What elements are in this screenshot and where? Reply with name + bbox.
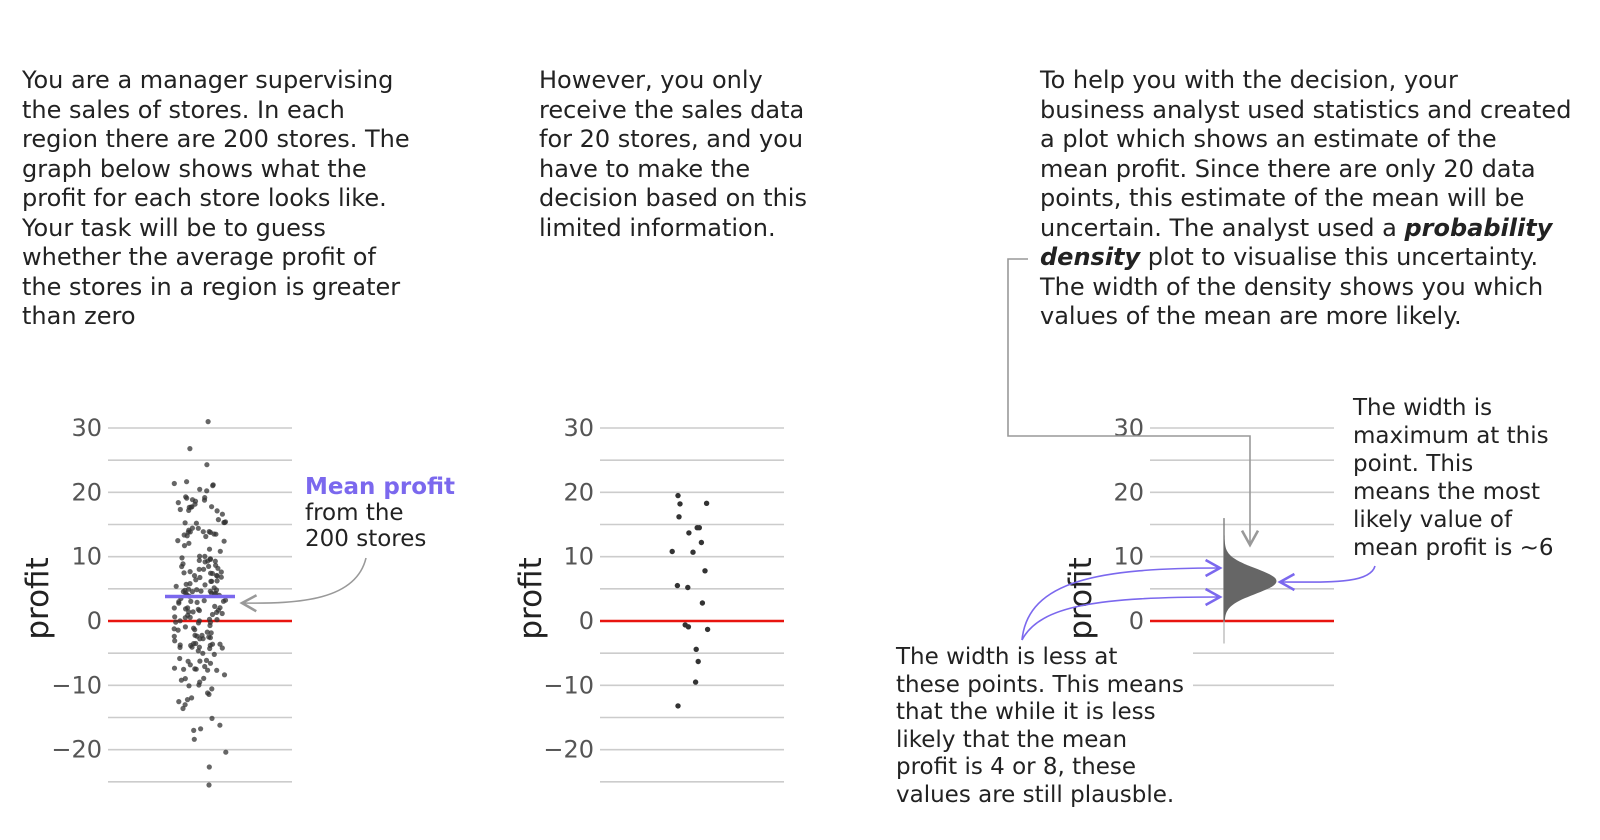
store-point	[213, 532, 218, 537]
store-point	[196, 526, 201, 531]
less-width-arrow-lower	[1022, 597, 1220, 640]
less-width-arrow-upper	[1022, 568, 1220, 640]
y-tick-label: 10	[563, 542, 594, 571]
store-point	[179, 564, 184, 569]
store-point	[217, 723, 222, 728]
y-tick-label: 0	[1128, 607, 1144, 635]
less-width-note-3: that the while it is less	[896, 699, 1156, 725]
store-point	[207, 646, 212, 651]
store-point	[193, 641, 198, 646]
panel-density	[893, 259, 1554, 808]
store-point	[221, 520, 226, 525]
store-point	[213, 559, 218, 564]
store-point	[202, 598, 207, 603]
store-point	[207, 529, 212, 534]
panel-sample-stores	[513, 414, 784, 782]
store-point	[212, 652, 217, 657]
sample-point	[676, 514, 681, 519]
intro-paragraph-2-line: limited information.	[539, 213, 776, 242]
y-tick-label: −10	[543, 671, 594, 700]
y-tick-label: 0	[578, 607, 594, 635]
store-point	[201, 676, 206, 681]
store-point	[183, 520, 188, 525]
intro-paragraph-2-line: for 20 stores, and you	[539, 125, 804, 153]
store-point	[192, 573, 197, 578]
store-point	[207, 617, 212, 622]
y-tick-label: 30	[563, 414, 594, 442]
store-point	[188, 505, 193, 510]
store-point	[181, 589, 186, 594]
store-point	[216, 608, 221, 613]
less-width-note-6: values are still plausble.	[896, 782, 1175, 808]
store-point	[209, 579, 214, 584]
store-point	[206, 782, 211, 787]
max-width-note-1: The width is	[1353, 395, 1493, 421]
y-tick-label: 10	[1113, 542, 1144, 571]
sample-point	[694, 647, 699, 652]
store-point	[178, 507, 183, 512]
store-point	[218, 549, 223, 554]
store-point	[203, 534, 208, 539]
y-axis-label: profit	[513, 557, 549, 640]
store-point	[183, 624, 188, 629]
store-point	[178, 618, 183, 623]
intro-paragraph-2-line: have to make the	[539, 154, 751, 183]
mean-profit-label: Mean profit	[305, 474, 456, 500]
store-point	[177, 656, 182, 661]
store-point	[194, 634, 199, 639]
mean-profit-sub-2: 200 stores	[305, 526, 427, 552]
intro-paragraph-2-line: However, you only	[539, 66, 763, 94]
store-point	[177, 645, 182, 650]
store-point	[186, 587, 191, 592]
store-point	[190, 526, 195, 531]
sample-point	[670, 549, 675, 554]
store-point	[220, 645, 225, 650]
store-point	[172, 666, 177, 671]
store-point	[210, 642, 215, 647]
store-point	[172, 638, 177, 643]
store-point	[197, 659, 202, 664]
sample-point	[675, 493, 680, 498]
sample-point	[702, 568, 707, 573]
store-point	[183, 702, 188, 707]
sample-point	[686, 530, 691, 535]
store-point	[202, 554, 207, 559]
y-axis-label: profit	[1063, 557, 1099, 640]
store-point	[206, 564, 211, 569]
store-point	[196, 620, 201, 625]
store-point	[210, 612, 215, 617]
store-point	[209, 716, 214, 721]
y-tick-label: 20	[1113, 478, 1144, 507]
intro-paragraph-2-line: decision based on this	[539, 184, 807, 212]
store-point	[219, 569, 224, 574]
intro-paragraph-1-line: whether the average profit of	[22, 243, 376, 271]
store-point	[214, 617, 219, 622]
sample-point	[697, 525, 702, 530]
store-point	[186, 541, 191, 546]
store-point	[204, 488, 209, 493]
max-width-arrow	[1280, 566, 1375, 582]
store-point	[195, 600, 200, 605]
store-point	[201, 567, 206, 572]
sample-point	[690, 550, 695, 555]
intro-paragraph-3-line: mean profit. Since there are only 20 data	[1040, 154, 1536, 183]
store-point	[203, 559, 208, 564]
store-point	[207, 547, 212, 552]
store-point	[208, 661, 213, 666]
store-point	[191, 626, 196, 631]
less-width-note-4: likely that the mean	[896, 727, 1128, 753]
store-point	[214, 587, 219, 592]
store-point	[208, 571, 213, 576]
intro-paragraph-1-line: graph below shows what the	[22, 154, 367, 183]
store-point	[182, 532, 187, 537]
sample-point	[700, 600, 705, 605]
store-point	[176, 500, 181, 505]
store-point	[202, 582, 207, 587]
store-point	[188, 599, 193, 604]
store-point	[205, 668, 210, 673]
store-point	[197, 487, 202, 492]
emphasis-density: density	[1040, 243, 1141, 271]
store-point	[188, 615, 193, 620]
panel-all-stores	[20, 414, 455, 788]
store-point	[197, 558, 202, 563]
y-tick-label: 0	[86, 607, 102, 635]
store-point	[194, 521, 199, 526]
y-tick-label: 30	[1113, 414, 1144, 442]
intro-paragraph-1-line: region there are 200 stores. The	[22, 125, 410, 153]
store-point	[193, 499, 198, 504]
store-point	[182, 543, 187, 548]
store-point	[200, 651, 205, 656]
sample-point	[675, 583, 680, 588]
store-point	[189, 695, 194, 700]
y-tick-label: 20	[563, 478, 594, 507]
store-point	[175, 538, 180, 543]
intro-paragraph-3-line: a plot which shows an estimate of the	[1040, 125, 1497, 153]
intro-paragraph-2-line: receive the sales data	[539, 95, 805, 124]
store-point	[179, 678, 184, 683]
store-point	[184, 582, 189, 587]
intro-paragraph-1-line: the stores in a region is greater	[22, 272, 401, 301]
store-point	[209, 630, 214, 635]
y-tick-labels	[51, 414, 102, 764]
y-tick-label: 30	[71, 414, 102, 442]
intro-paragraph-3-line: The width of the density shows you which	[1040, 272, 1544, 301]
y-axis-label: profit	[20, 557, 56, 640]
store-point	[183, 615, 188, 620]
y-tick-label: 20	[71, 478, 102, 507]
sample-point	[696, 659, 701, 664]
store-point	[174, 584, 179, 589]
store-point	[183, 494, 188, 499]
store-point	[215, 508, 220, 513]
y-tick-labels	[543, 414, 594, 764]
store-points	[172, 419, 229, 788]
y-tick-label: −20	[51, 735, 102, 764]
store-point	[192, 737, 197, 742]
store-point	[194, 667, 199, 672]
store-point	[176, 628, 181, 633]
y-tick-label: −20	[543, 735, 594, 764]
max-width-note-5: likely value of	[1353, 507, 1513, 533]
store-point	[172, 614, 177, 619]
store-point	[176, 699, 181, 704]
store-point	[181, 570, 186, 575]
store-point	[215, 573, 220, 578]
store-point	[220, 512, 225, 517]
store-point	[202, 495, 207, 500]
sample-point	[704, 501, 709, 506]
intro-paragraph-3-line: To help you with the decision, your	[1040, 66, 1458, 94]
intro-paragraph-1-line: the sales of stores. In each	[22, 95, 345, 124]
store-point	[205, 690, 210, 695]
store-point	[223, 750, 228, 755]
store-point	[198, 589, 203, 594]
store-point	[187, 446, 192, 451]
store-point	[216, 517, 221, 522]
store-point	[201, 529, 206, 534]
store-point	[179, 555, 184, 560]
intro-paragraph-1-line: than zero	[22, 302, 136, 330]
intro-paragraph-3-line: points, this estimate of the mean will be	[1040, 184, 1525, 212]
store-point	[188, 569, 193, 574]
sample-point	[705, 627, 710, 632]
store-point	[196, 648, 201, 653]
max-width-note-6: mean profit is ~6	[1353, 535, 1554, 561]
y-tick-label: 10	[71, 542, 102, 571]
store-point	[181, 667, 186, 672]
store-point	[215, 578, 220, 583]
intro-paragraph-3-line: uncertain. The analyst used a	[1040, 213, 1397, 242]
store-point	[207, 764, 212, 769]
mean-callout-arrow	[242, 558, 366, 603]
store-point	[222, 672, 227, 677]
intro-paragraph-3-line: values of the mean are more likely.	[1040, 302, 1462, 330]
max-width-note-3: point. This	[1353, 451, 1474, 477]
store-point	[189, 645, 194, 650]
store-point	[186, 659, 191, 664]
intro-paragraph-3-line: business analyst used statistics and created	[1040, 95, 1572, 124]
store-point	[186, 683, 191, 688]
store-point	[173, 620, 178, 625]
store-point	[196, 607, 201, 612]
intro-paragraph-1-line: Your task will be to guess	[22, 213, 326, 242]
store-point	[191, 728, 196, 733]
store-point	[183, 606, 188, 611]
store-point	[221, 599, 226, 604]
store-point	[209, 686, 214, 691]
sample-point	[685, 585, 690, 590]
max-width-note-4: means the most	[1353, 479, 1541, 505]
store-point	[211, 482, 216, 487]
store-point	[208, 557, 213, 562]
store-point	[172, 634, 177, 639]
y-tick-labels	[1113, 414, 1144, 635]
store-point	[198, 726, 203, 731]
sample-point	[675, 703, 680, 708]
store-point	[204, 462, 209, 467]
intro-paragraph-3-line: plot to visualise this uncertainty.	[1140, 243, 1539, 271]
store-point	[206, 419, 211, 424]
store-point	[222, 539, 227, 544]
intro-paragraph-1-line: You are a manager supervising	[22, 66, 394, 94]
store-point	[197, 680, 202, 685]
less-width-note-5: profit is 4 or 8, these	[896, 754, 1137, 780]
mean-profit-sub-1: from the	[305, 500, 404, 526]
sample-point	[693, 679, 698, 684]
sample-point	[686, 624, 691, 629]
sample-point	[699, 540, 704, 545]
less-width-note-1: The width is less at	[896, 644, 1118, 670]
store-point	[212, 604, 217, 609]
intro-paragraph-1-line: profit for each store looks like.	[22, 184, 387, 212]
y-tick-label: −10	[51, 671, 102, 700]
store-point	[172, 481, 177, 486]
less-width-note-2: these points. This means	[896, 672, 1184, 698]
store-point	[197, 575, 202, 580]
store-point	[207, 623, 212, 628]
sample-point	[677, 501, 682, 506]
max-width-note-2: maximum at this	[1353, 423, 1549, 449]
store-point	[184, 479, 189, 484]
store-point	[172, 605, 177, 610]
emphasis-probability: probability	[1404, 213, 1553, 242]
grid-lines	[600, 428, 784, 782]
store-point	[176, 599, 181, 604]
store-point	[214, 668, 219, 673]
store-point	[209, 504, 214, 509]
